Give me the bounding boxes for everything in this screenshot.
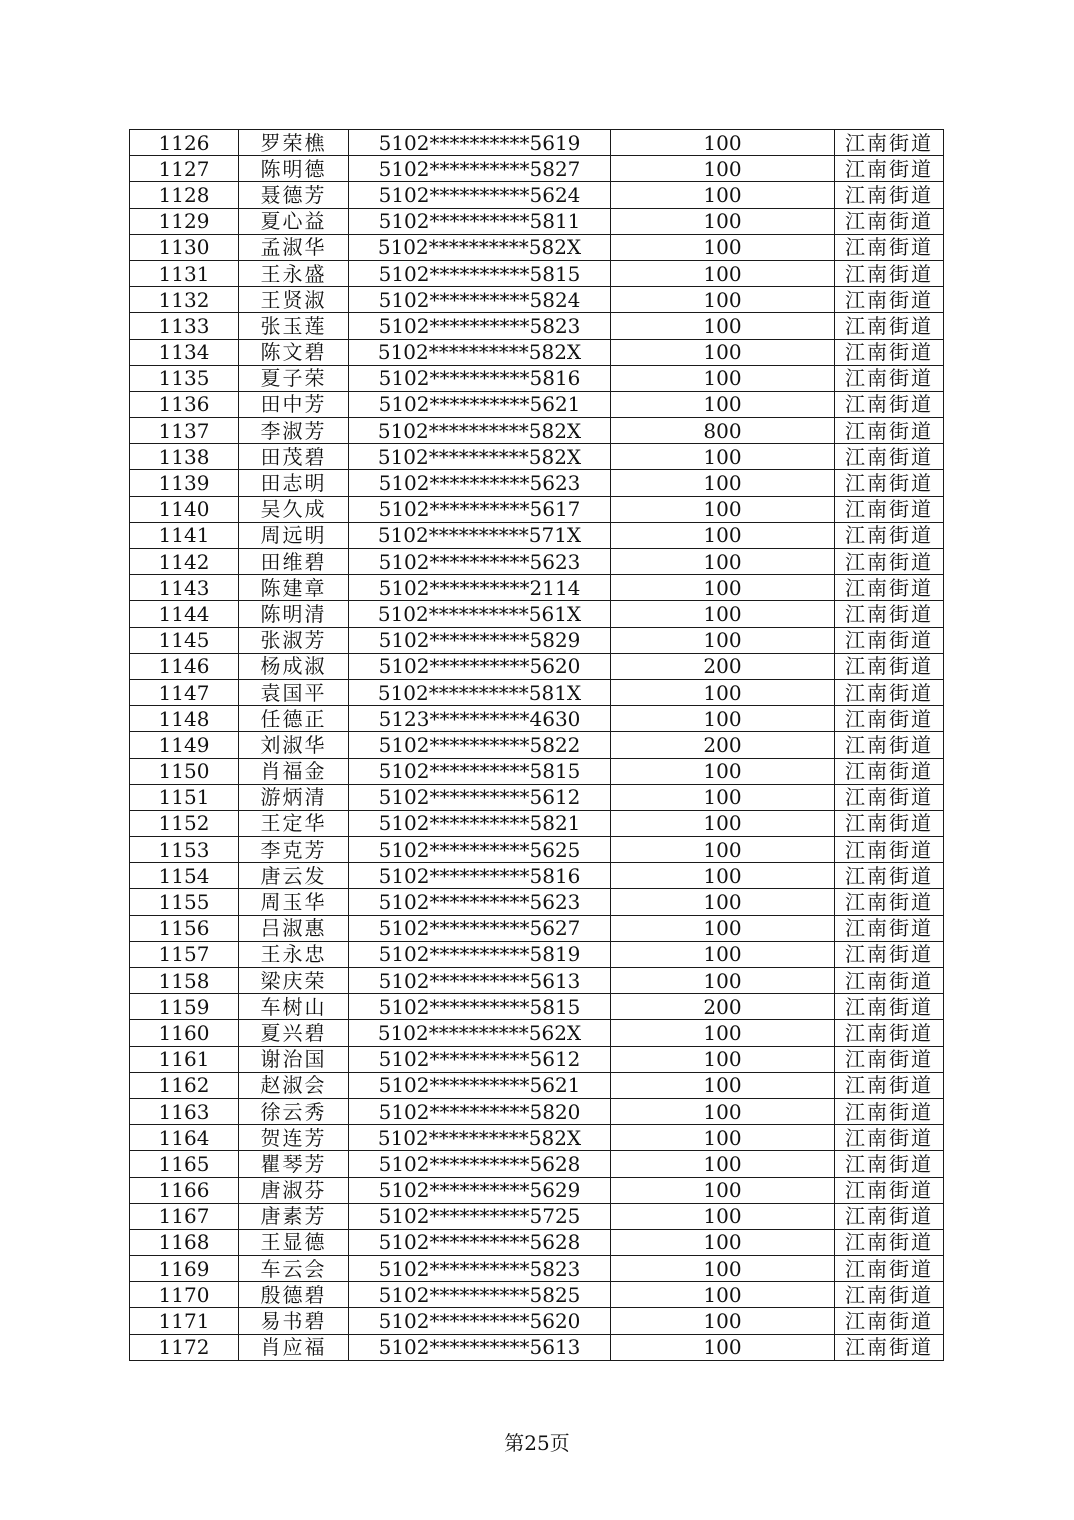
serial-number-cell: 1146 [130, 653, 239, 679]
serial-number-cell: 1136 [130, 391, 239, 417]
id-number-cell: 5102**********5725 [349, 1203, 611, 1229]
name-cell: 贺连芳 [239, 1125, 349, 1151]
street-cell: 江南街道 [835, 496, 944, 522]
street-cell: 江南街道 [835, 1098, 944, 1124]
table-row [130, 1334, 944, 1360]
table-row [130, 575, 944, 601]
street-cell: 江南街道 [835, 994, 944, 1020]
id-number-cell: 5102**********5820 [349, 1098, 611, 1124]
amount-cell: 800 [611, 418, 835, 444]
street-cell: 江南街道 [835, 1125, 944, 1151]
name-cell: 刘淑华 [239, 732, 349, 758]
serial-number-cell: 1157 [130, 941, 239, 967]
serial-number-cell: 1168 [130, 1229, 239, 1255]
table-row [130, 234, 944, 260]
id-number-cell: 5102**********582X [349, 444, 611, 470]
name-cell: 唐淑芬 [239, 1177, 349, 1203]
table-row [130, 1229, 944, 1255]
id-number-cell: 5102**********5625 [349, 837, 611, 863]
name-cell: 袁国平 [239, 679, 349, 705]
serial-number-cell: 1159 [130, 994, 239, 1020]
id-number-cell: 5102**********5821 [349, 810, 611, 836]
serial-number-cell: 1145 [130, 627, 239, 653]
name-cell: 田茂碧 [239, 444, 349, 470]
street-cell: 江南街道 [835, 1046, 944, 1072]
serial-number-cell: 1147 [130, 679, 239, 705]
id-number-cell: 5102**********5624 [349, 182, 611, 208]
id-number-cell: 5102**********582X [349, 418, 611, 444]
id-number-cell: 5102**********561X [349, 601, 611, 627]
serial-number-cell: 1128 [130, 182, 239, 208]
table-row [130, 915, 944, 941]
serial-number-cell: 1137 [130, 418, 239, 444]
serial-number-cell: 1162 [130, 1072, 239, 1098]
name-cell: 徐云秀 [239, 1098, 349, 1124]
id-number-cell: 5102**********5815 [349, 994, 611, 1020]
table-row [130, 339, 944, 365]
street-cell: 江南街道 [835, 130, 944, 156]
table-row [130, 182, 944, 208]
id-number-cell: 5102**********562X [349, 1020, 611, 1046]
street-cell: 江南街道 [835, 706, 944, 732]
street-cell: 江南街道 [835, 601, 944, 627]
id-number-cell: 5102**********5620 [349, 653, 611, 679]
street-cell: 江南街道 [835, 1203, 944, 1229]
street-cell: 江南街道 [835, 653, 944, 679]
id-number-cell: 5123**********4630 [349, 706, 611, 732]
table-row [130, 208, 944, 234]
table-row [130, 863, 944, 889]
serial-number-cell: 1156 [130, 915, 239, 941]
amount-cell: 100 [611, 522, 835, 548]
street-cell: 江南街道 [835, 732, 944, 758]
table-row [130, 1098, 944, 1124]
table-row [130, 260, 944, 286]
id-number-cell: 5102**********5623 [349, 549, 611, 575]
amount-cell: 100 [611, 1256, 835, 1282]
amount-cell: 100 [611, 1072, 835, 1098]
name-cell: 陈文碧 [239, 339, 349, 365]
name-cell: 周远明 [239, 522, 349, 548]
street-cell: 江南街道 [835, 1020, 944, 1046]
amount-cell: 100 [611, 391, 835, 417]
table-row [130, 549, 944, 575]
id-number-cell: 5102**********5825 [349, 1282, 611, 1308]
amount-cell: 100 [611, 575, 835, 601]
table-row [130, 889, 944, 915]
serial-number-cell: 1132 [130, 287, 239, 313]
table-row [130, 444, 944, 470]
name-cell: 夏兴碧 [239, 1020, 349, 1046]
serial-number-cell: 1131 [130, 260, 239, 286]
name-cell: 殷德碧 [239, 1282, 349, 1308]
serial-number-cell: 1133 [130, 313, 239, 339]
table-row [130, 810, 944, 836]
amount-cell: 100 [611, 287, 835, 313]
table-row [130, 837, 944, 863]
street-cell: 江南街道 [835, 418, 944, 444]
street-cell: 江南街道 [835, 679, 944, 705]
amount-cell: 100 [611, 1020, 835, 1046]
amount-cell: 100 [611, 549, 835, 575]
amount-cell: 100 [611, 915, 835, 941]
table-row [130, 732, 944, 758]
amount-cell: 100 [611, 889, 835, 915]
table-row [130, 784, 944, 810]
serial-number-cell: 1160 [130, 1020, 239, 1046]
id-number-cell: 5102**********5822 [349, 732, 611, 758]
id-number-cell: 5102**********5811 [349, 208, 611, 234]
name-cell: 张玉莲 [239, 313, 349, 339]
name-cell: 王永忠 [239, 941, 349, 967]
name-cell: 陈建章 [239, 575, 349, 601]
serial-number-cell: 1129 [130, 208, 239, 234]
name-cell: 唐素芳 [239, 1203, 349, 1229]
name-cell: 谢治国 [239, 1046, 349, 1072]
amount-cell: 100 [611, 968, 835, 994]
serial-number-cell: 1171 [130, 1308, 239, 1334]
table-row [130, 470, 944, 496]
street-cell: 江南街道 [835, 810, 944, 836]
serial-number-cell: 1163 [130, 1098, 239, 1124]
street-cell: 江南街道 [835, 1229, 944, 1255]
name-cell: 肖福金 [239, 758, 349, 784]
table-row [130, 968, 944, 994]
amount-cell: 100 [611, 208, 835, 234]
table-row [130, 1151, 944, 1177]
id-number-cell: 5102**********582X [349, 234, 611, 260]
table-row [130, 1072, 944, 1098]
id-number-cell: 5102**********5627 [349, 915, 611, 941]
amount-cell: 100 [611, 706, 835, 732]
amount-cell: 100 [611, 1282, 835, 1308]
serial-number-cell: 1169 [130, 1256, 239, 1282]
serial-number-cell: 1143 [130, 575, 239, 601]
street-cell: 江南街道 [835, 968, 944, 994]
amount-cell: 200 [611, 653, 835, 679]
street-cell: 江南街道 [835, 837, 944, 863]
street-cell: 江南街道 [835, 1256, 944, 1282]
serial-number-cell: 1144 [130, 601, 239, 627]
id-number-cell: 5102**********5823 [349, 313, 611, 339]
amount-cell: 200 [611, 732, 835, 758]
amount-cell: 100 [611, 1229, 835, 1255]
id-number-cell: 5102**********5623 [349, 889, 611, 915]
serial-number-cell: 1166 [130, 1177, 239, 1203]
name-cell: 梁庆荣 [239, 968, 349, 994]
id-number-cell: 5102**********582X [349, 339, 611, 365]
name-cell: 车树山 [239, 994, 349, 1020]
table-row [130, 679, 944, 705]
street-cell: 江南街道 [835, 758, 944, 784]
street-cell: 江南街道 [835, 522, 944, 548]
id-number-cell: 5102**********5819 [349, 941, 611, 967]
street-cell: 江南街道 [835, 1072, 944, 1098]
id-number-cell: 5102**********5621 [349, 1072, 611, 1098]
table-row [130, 365, 944, 391]
name-cell: 游炳清 [239, 784, 349, 810]
amount-cell: 100 [611, 863, 835, 889]
id-number-cell: 5102**********5612 [349, 784, 611, 810]
serial-number-cell: 1172 [130, 1334, 239, 1360]
table-row [130, 522, 944, 548]
id-number-cell: 5102**********582X [349, 1125, 611, 1151]
amount-cell: 100 [611, 1046, 835, 1072]
name-cell: 田维碧 [239, 549, 349, 575]
amount-cell: 100 [611, 784, 835, 810]
name-cell: 吴久成 [239, 496, 349, 522]
id-number-cell: 5102**********5621 [349, 391, 611, 417]
serial-number-cell: 1127 [130, 156, 239, 182]
amount-cell: 100 [611, 234, 835, 260]
id-number-cell: 5102**********5823 [349, 1256, 611, 1282]
name-cell: 罗荣樵 [239, 130, 349, 156]
amount-cell: 100 [611, 758, 835, 784]
name-cell: 吕淑惠 [239, 915, 349, 941]
table-row [130, 1046, 944, 1072]
serial-number-cell: 1148 [130, 706, 239, 732]
name-cell: 王永盛 [239, 260, 349, 286]
id-number-cell: 5102**********5829 [349, 627, 611, 653]
amount-cell: 100 [611, 260, 835, 286]
amount-cell: 100 [611, 156, 835, 182]
serial-number-cell: 1126 [130, 130, 239, 156]
id-number-cell: 5102**********5816 [349, 365, 611, 391]
id-number-cell: 5102**********5613 [349, 1334, 611, 1360]
serial-number-cell: 1154 [130, 863, 239, 889]
table-row [130, 1020, 944, 1046]
street-cell: 江南街道 [835, 549, 944, 575]
name-cell: 聂德芳 [239, 182, 349, 208]
name-cell: 杨成淑 [239, 653, 349, 679]
name-cell: 王显德 [239, 1229, 349, 1255]
page-number: 第25页 [504, 1431, 570, 1455]
table-row [130, 601, 944, 627]
name-cell: 田志明 [239, 470, 349, 496]
roster-table [129, 129, 944, 1361]
table-row [130, 653, 944, 679]
street-cell: 江南街道 [835, 365, 944, 391]
street-cell: 江南街道 [835, 915, 944, 941]
serial-number-cell: 1161 [130, 1046, 239, 1072]
amount-cell: 100 [611, 339, 835, 365]
name-cell: 瞿琴芳 [239, 1151, 349, 1177]
table-row [130, 994, 944, 1020]
table-row [130, 758, 944, 784]
street-cell: 江南街道 [835, 470, 944, 496]
table-row [130, 706, 944, 732]
serial-number-cell: 1135 [130, 365, 239, 391]
id-number-cell: 5102**********5619 [349, 130, 611, 156]
street-cell: 江南街道 [835, 156, 944, 182]
amount-cell: 100 [611, 627, 835, 653]
amount-cell: 100 [611, 1125, 835, 1151]
table-row [130, 287, 944, 313]
table-row [130, 496, 944, 522]
serial-number-cell: 1151 [130, 784, 239, 810]
name-cell: 易书碧 [239, 1308, 349, 1334]
serial-number-cell: 1130 [130, 234, 239, 260]
name-cell: 陈明德 [239, 156, 349, 182]
table-row [130, 156, 944, 182]
table-row [130, 130, 944, 156]
roster-body [130, 130, 944, 1361]
amount-cell: 100 [611, 1334, 835, 1360]
id-number-cell: 5102**********5617 [349, 496, 611, 522]
name-cell: 王贤淑 [239, 287, 349, 313]
id-number-cell: 5102**********5613 [349, 968, 611, 994]
serial-number-cell: 1170 [130, 1282, 239, 1308]
amount-cell: 100 [611, 130, 835, 156]
amount-cell: 100 [611, 1098, 835, 1124]
street-cell: 江南街道 [835, 313, 944, 339]
amount-cell: 100 [611, 679, 835, 705]
serial-number-cell: 1139 [130, 470, 239, 496]
amount-cell: 100 [611, 601, 835, 627]
amount-cell: 100 [611, 470, 835, 496]
name-cell: 张淑芳 [239, 627, 349, 653]
street-cell: 江南街道 [835, 234, 944, 260]
name-cell: 车云会 [239, 1256, 349, 1282]
id-number-cell: 5102**********5815 [349, 260, 611, 286]
table-row [130, 1203, 944, 1229]
name-cell: 田中芳 [239, 391, 349, 417]
street-cell: 江南街道 [835, 1282, 944, 1308]
amount-cell: 100 [611, 444, 835, 470]
name-cell: 周玉华 [239, 889, 349, 915]
name-cell: 李淑芳 [239, 418, 349, 444]
name-cell: 孟淑华 [239, 234, 349, 260]
id-number-cell: 5102**********2114 [349, 575, 611, 601]
street-cell: 江南街道 [835, 941, 944, 967]
id-number-cell: 5102**********581X [349, 679, 611, 705]
table-row [130, 1125, 944, 1151]
serial-number-cell: 1164 [130, 1125, 239, 1151]
amount-cell: 100 [611, 182, 835, 208]
street-cell: 江南街道 [835, 182, 944, 208]
serial-number-cell: 1138 [130, 444, 239, 470]
street-cell: 江南街道 [835, 208, 944, 234]
table-row [130, 941, 944, 967]
table-row [130, 418, 944, 444]
amount-cell: 100 [611, 941, 835, 967]
amount-cell: 200 [611, 994, 835, 1020]
street-cell: 江南街道 [835, 889, 944, 915]
amount-cell: 100 [611, 837, 835, 863]
street-cell: 江南街道 [835, 1308, 944, 1334]
name-cell: 陈明清 [239, 601, 349, 627]
amount-cell: 100 [611, 365, 835, 391]
id-number-cell: 5102**********5623 [349, 470, 611, 496]
street-cell: 江南街道 [835, 1151, 944, 1177]
street-cell: 江南街道 [835, 784, 944, 810]
table-row [130, 391, 944, 417]
amount-cell: 100 [611, 496, 835, 522]
street-cell: 江南街道 [835, 444, 944, 470]
id-number-cell: 5102**********571X [349, 522, 611, 548]
serial-number-cell: 1150 [130, 758, 239, 784]
name-cell: 肖应福 [239, 1334, 349, 1360]
street-cell: 江南街道 [835, 391, 944, 417]
id-number-cell: 5102**********5815 [349, 758, 611, 784]
table-row [130, 1177, 944, 1203]
street-cell: 江南街道 [835, 863, 944, 889]
street-cell: 江南街道 [835, 627, 944, 653]
street-cell: 江南街道 [835, 1334, 944, 1360]
table-row [130, 313, 944, 339]
serial-number-cell: 1134 [130, 339, 239, 365]
street-cell: 江南街道 [835, 260, 944, 286]
serial-number-cell: 1153 [130, 837, 239, 863]
id-number-cell: 5102**********5824 [349, 287, 611, 313]
amount-cell: 100 [611, 1151, 835, 1177]
amount-cell: 100 [611, 810, 835, 836]
serial-number-cell: 1149 [130, 732, 239, 758]
amount-cell: 100 [611, 1203, 835, 1229]
id-number-cell: 5102**********5629 [349, 1177, 611, 1203]
table-row [130, 627, 944, 653]
id-number-cell: 5102**********5620 [349, 1308, 611, 1334]
name-cell: 赵淑会 [239, 1072, 349, 1098]
name-cell: 夏子荣 [239, 365, 349, 391]
street-cell: 江南街道 [835, 339, 944, 365]
serial-number-cell: 1152 [130, 810, 239, 836]
serial-number-cell: 1140 [130, 496, 239, 522]
amount-cell: 100 [611, 1308, 835, 1334]
name-cell: 唐云发 [239, 863, 349, 889]
name-cell: 夏心益 [239, 208, 349, 234]
table-row [130, 1256, 944, 1282]
street-cell: 江南街道 [835, 1177, 944, 1203]
serial-number-cell: 1165 [130, 1151, 239, 1177]
amount-cell: 100 [611, 1177, 835, 1203]
serial-number-cell: 1155 [130, 889, 239, 915]
table-row [130, 1308, 944, 1334]
amount-cell: 100 [611, 313, 835, 339]
id-number-cell: 5102**********5827 [349, 156, 611, 182]
name-cell: 任德正 [239, 706, 349, 732]
id-number-cell: 5102**********5628 [349, 1229, 611, 1255]
serial-number-cell: 1142 [130, 549, 239, 575]
table-row [130, 1282, 944, 1308]
serial-number-cell: 1158 [130, 968, 239, 994]
id-number-cell: 5102**********5628 [349, 1151, 611, 1177]
serial-number-cell: 1167 [130, 1203, 239, 1229]
street-cell: 江南街道 [835, 575, 944, 601]
id-number-cell: 5102**********5816 [349, 863, 611, 889]
street-cell: 江南街道 [835, 287, 944, 313]
name-cell: 王定华 [239, 810, 349, 836]
id-number-cell: 5102**********5612 [349, 1046, 611, 1072]
serial-number-cell: 1141 [130, 522, 239, 548]
name-cell: 李克芳 [239, 837, 349, 863]
